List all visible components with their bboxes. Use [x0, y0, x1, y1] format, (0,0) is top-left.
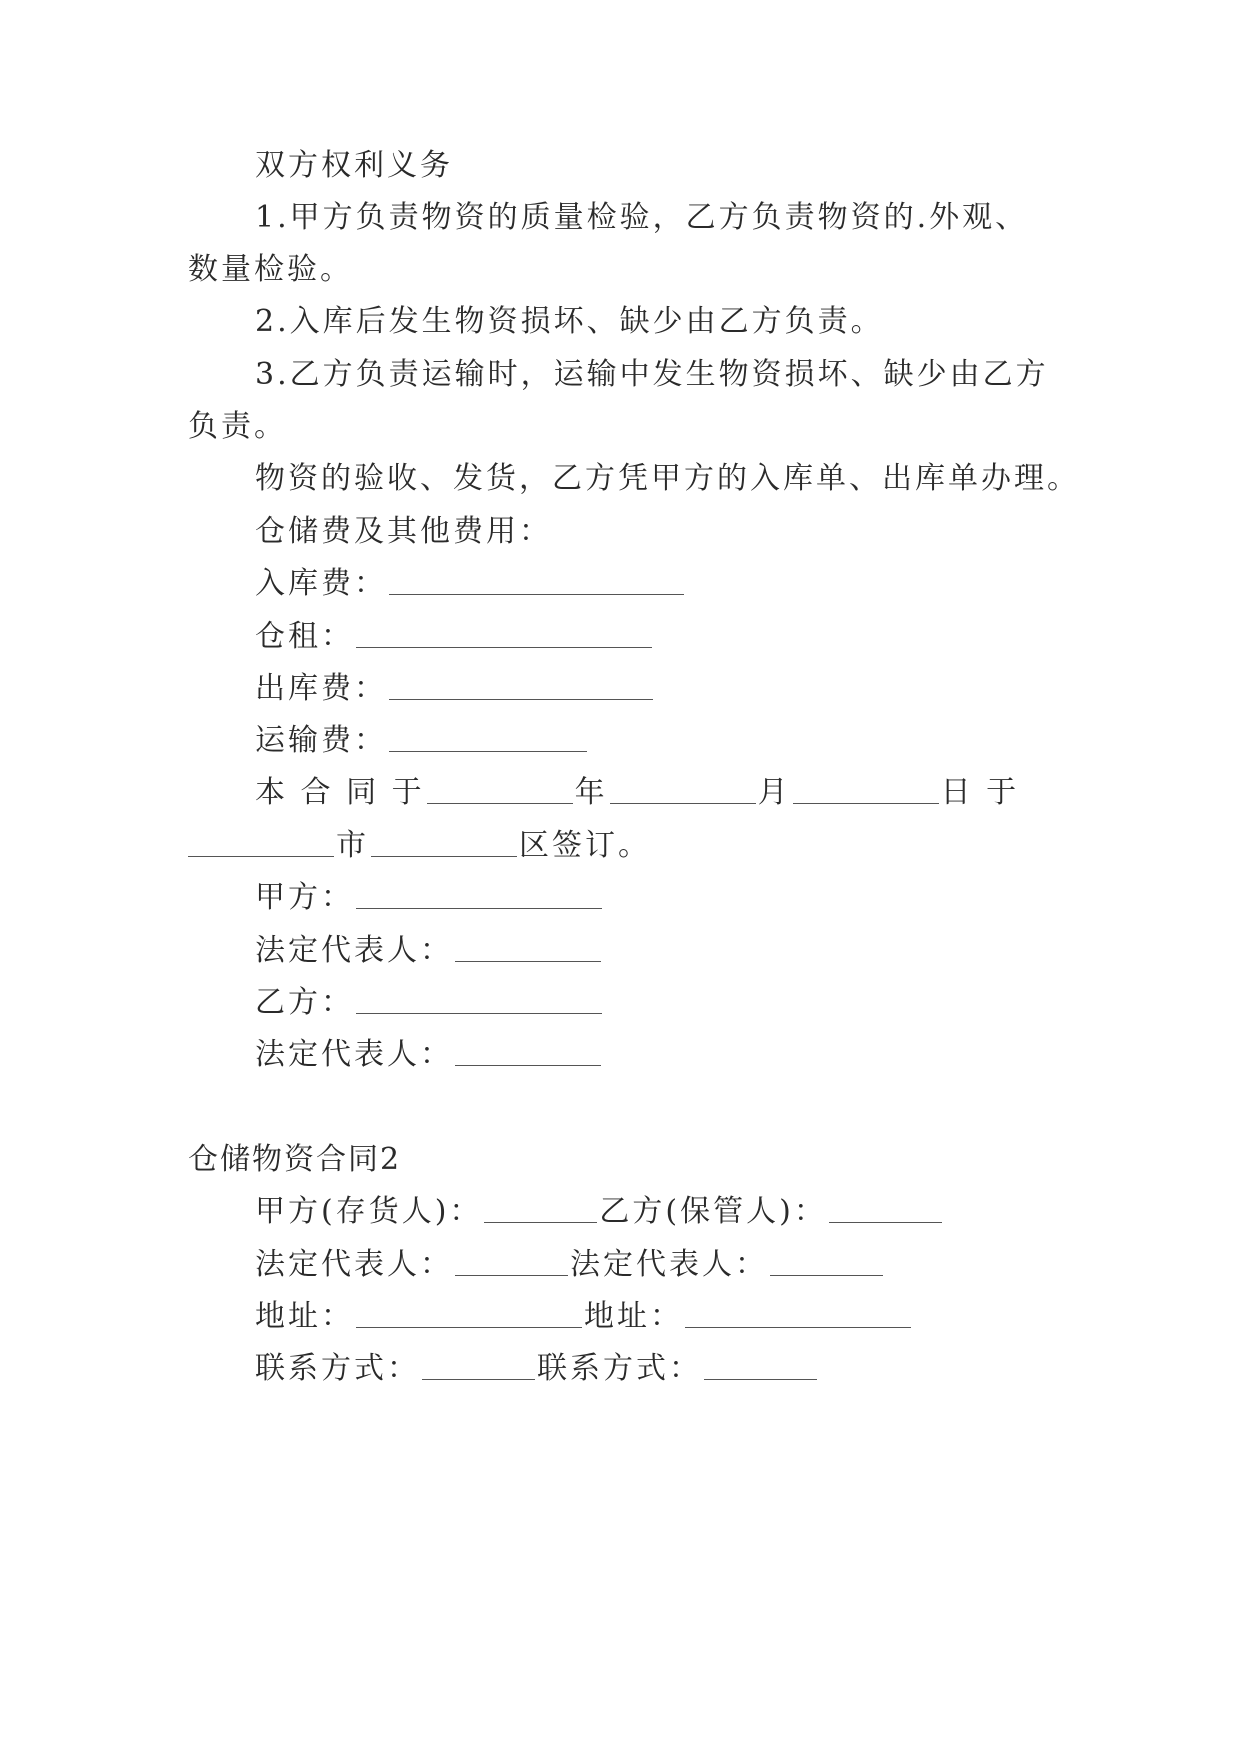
- fee-inbound-row: [255, 564, 686, 604]
- year-blank[interactable]: [427, 777, 573, 804]
- contract-2-title: 仓储物资合同2: [188, 1142, 402, 1177]
- day-blank[interactable]: [793, 777, 939, 804]
- c2-rep-b-blank[interactable]: [770, 1249, 883, 1276]
- item-3-line-1: 3.乙方负责运输时，运输中发生物资损坏、缺少由乙方: [255, 357, 1049, 392]
- signing-intro: 本 合 同 于: [255, 775, 425, 810]
- c2-addr-b-label: 地址：: [584, 1299, 683, 1334]
- c2-address-row: [255, 1297, 913, 1337]
- item-1-line-2: 数量检验。: [188, 252, 353, 287]
- month-label: 月: [757, 775, 791, 810]
- party-b-blank[interactable]: [356, 987, 602, 1014]
- c2-addr-a-label: 地址：: [255, 1299, 354, 1334]
- item-3-line-2: 负责。: [188, 409, 287, 444]
- receipt-clause: 物资的验收、发货，乙方凭甲方的入库单、出库单办理。: [255, 461, 1080, 496]
- item-2: 2.入库后发生物资损坏、缺少由乙方负责。: [255, 304, 884, 339]
- item-1-line-1: 1.甲方负责物资的质量检验，乙方负责物资的.外观、: [255, 200, 1029, 235]
- fee-outbound-row: [255, 669, 655, 709]
- c2-reps-row: [255, 1245, 885, 1285]
- c2-parties-row: [255, 1192, 944, 1232]
- legal-rep-a-label: 法定代表人：: [255, 933, 453, 968]
- section-heading: 双方权利义务: [255, 148, 453, 183]
- fee-rent-row: [255, 617, 654, 657]
- party-a-row: [255, 878, 604, 918]
- c2-contact-a-label: 联系方式：: [255, 1351, 420, 1386]
- signing-place-row: [188, 826, 651, 866]
- legal-rep-a-blank[interactable]: [455, 935, 601, 962]
- party-b-label: 乙方：: [255, 985, 354, 1020]
- district-label: 区签订。: [519, 828, 651, 863]
- c2-rep-b-label: 法定代表人：: [570, 1247, 768, 1282]
- city-label: 市: [336, 828, 369, 863]
- c2-party-b-label: 乙方(保管人)：: [599, 1194, 827, 1229]
- fee-rent-label: 仓租：: [255, 619, 354, 654]
- c2-addr-a-blank[interactable]: [356, 1301, 582, 1328]
- party-a-label: 甲方：: [255, 880, 354, 915]
- c2-rep-a-blank[interactable]: [455, 1249, 568, 1276]
- fee-outbound-label: 出库费：: [255, 671, 387, 706]
- legal-rep-a-row: [255, 931, 603, 971]
- fee-transport-row: [255, 721, 589, 761]
- c2-party-a-blank[interactable]: [484, 1196, 597, 1223]
- fees-heading: 仓储费及其他费用：: [255, 514, 552, 549]
- c2-party-a-label: 甲方(存货人)：: [255, 1194, 483, 1229]
- fee-rent-blank[interactable]: [356, 621, 652, 648]
- legal-rep-b-label: 法定代表人：: [255, 1037, 453, 1072]
- c2-contact-a-blank[interactable]: [422, 1353, 535, 1380]
- signing-date-row: [255, 773, 1019, 813]
- fee-transport-blank[interactable]: [389, 725, 587, 752]
- c2-party-b-blank[interactable]: [829, 1196, 942, 1223]
- fee-inbound-label: 入库费：: [255, 566, 387, 601]
- fee-transport-label: 运输费：: [255, 723, 387, 758]
- month-blank[interactable]: [610, 777, 756, 804]
- c2-contact-row: [255, 1349, 819, 1389]
- district-blank[interactable]: [371, 830, 517, 857]
- c2-contact-b-blank[interactable]: [704, 1353, 817, 1380]
- day-label: 日 于: [940, 775, 1020, 810]
- c2-contact-b-label: 联系方式：: [537, 1351, 702, 1386]
- party-b-row: [255, 983, 604, 1023]
- c2-rep-a-label: 法定代表人：: [255, 1247, 453, 1282]
- year-label: 年: [574, 775, 608, 810]
- legal-rep-b-blank[interactable]: [455, 1039, 601, 1066]
- city-blank[interactable]: [188, 830, 334, 857]
- party-a-blank[interactable]: [356, 882, 602, 909]
- legal-rep-b-row: [255, 1035, 603, 1075]
- fee-outbound-blank[interactable]: [389, 673, 653, 700]
- c2-addr-b-blank[interactable]: [685, 1301, 911, 1328]
- fee-inbound-blank[interactable]: [389, 568, 684, 595]
